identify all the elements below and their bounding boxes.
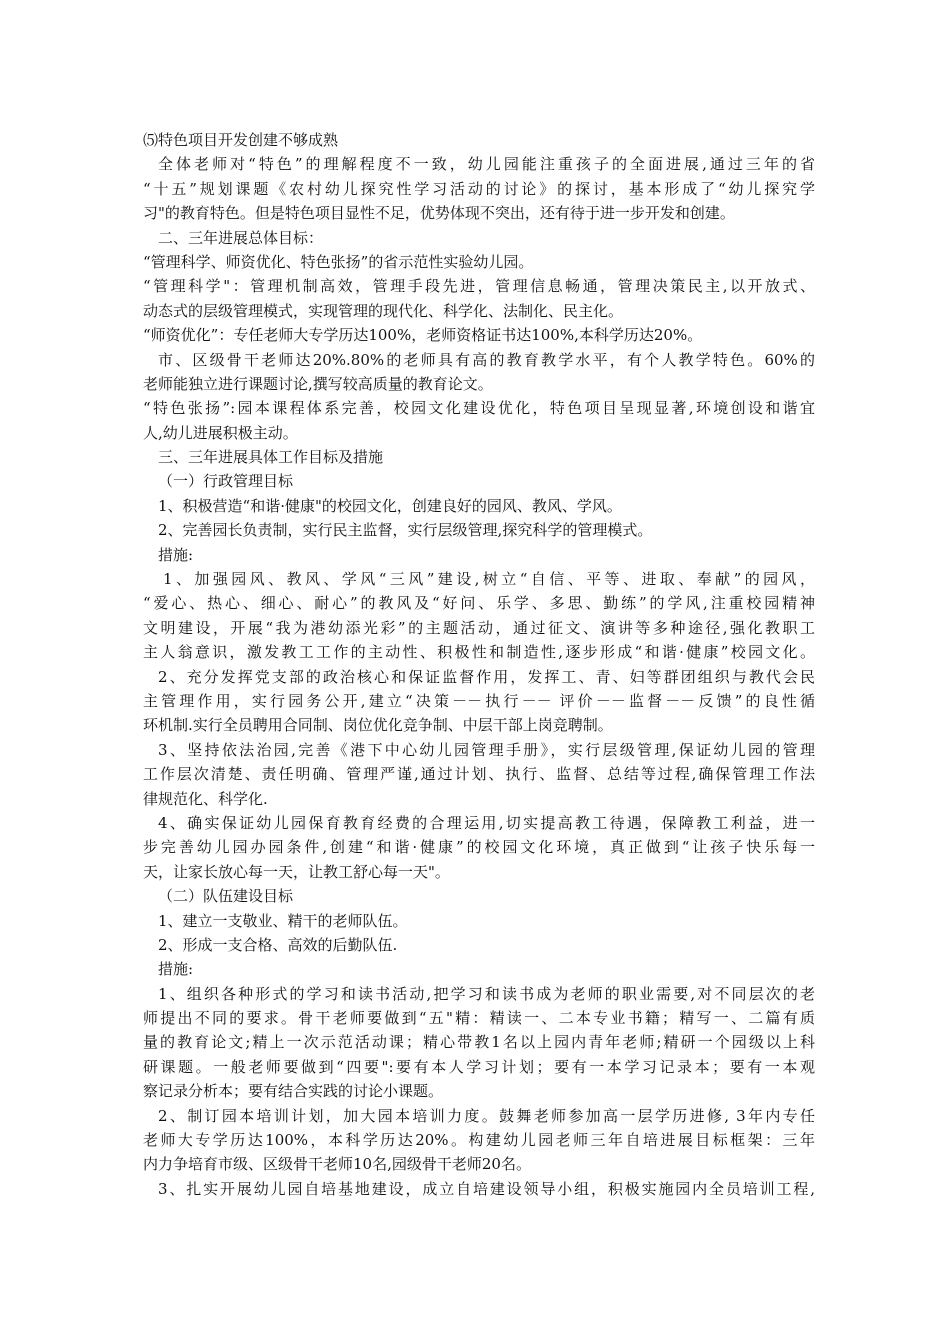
text-line: 2、完善园长负责制，实行民主监督，实行层级管理,探究科学的管理模式。 [158, 521, 653, 540]
text-line: 1、积极营造“和谐·健康"的校园文化，创建良好的园风、教风、学风。 [158, 496, 622, 515]
text-line: 动态式的层级管理模式，实现管理的现代化、科学化、法制化、民主化。 [143, 301, 624, 320]
text-line: 人,幼儿进展积极主动。 [143, 423, 298, 442]
text-line: 3、扎实开展幼儿园自培基地建设，成立自培建设领导小组，积极实施园内全员培训工程, [158, 1179, 815, 1198]
text-line: 环机制.实行全员聘用合同制、岗位优化竞争制、中层干部上岗竞聘制。 [143, 716, 613, 735]
text-line: 主管理作用，实行园务公开,建立“决策－－执行－－ 评价－－监督－－反馈”的良性循 [143, 691, 815, 710]
text-line: 天，让家长放心每一天，让教工舒心每一天"。 [143, 862, 450, 881]
text-line: 1、加强园风、教风、学风“三风”建设,树立“自信、平等、进取、奉献”的园风， [163, 570, 815, 589]
text-line: “管理科学、师资优化、特色张扬”的省示范性实验幼儿园。 [143, 252, 534, 271]
text-line: 内力争培育市级、区级骨干老师10名,园级骨干老师20名。 [143, 1155, 531, 1174]
text-line: 2、充分发挥党支部的政治核心和保证监督作用，发挥工、青、妇等群团组织与教代会民 [158, 667, 815, 686]
text-line: 市、区级骨干老师达20%.80%的老师具有高的教育教学水平，有个人教学特色。60%的 [158, 350, 815, 369]
text-line: 2、形成一支合格、高效的后勤队伍. [158, 935, 398, 954]
text-line: 察记录分析本；要有结合实践的讨论小课题。 [143, 1082, 444, 1101]
text-line: 研课题。一般老师要做到“四要":要有本人学习计划；要有一本学习记录本；要有一本观 [143, 1057, 815, 1076]
text-line: （二）队伍建设目标 [158, 887, 294, 906]
text-line: 主人翁意识，激发教工工作的主动性、积极性和制造性,逐步形成“和谐·健康”校园文化。 [143, 643, 815, 662]
text-line: “特色张扬”:园本课程体系完善，校园文化建设优化，特色项目呈现显著,环境创设和谐宜 [143, 399, 815, 418]
text-line: 1、建立一支敬业、精干的老师队伍。 [158, 911, 408, 930]
text-line: （一）行政管理目标 [158, 472, 294, 491]
text-line: 老师大专学历达100%，本科学历达20%。构建幼儿园老师三年自培进展目标框架：三年 [143, 1131, 815, 1150]
text-line: “十五”规划课题《农村幼儿探究性学习活动的讨论》的探讨，基本形成了“幼儿探究学 [143, 179, 815, 198]
text-line: 全体老师对“特色”的理解程度不一致，幼儿园能注重孩子的全面进展,通过三年的省 [158, 155, 815, 174]
text-line: 老师能独立进行课题讨论,撰写较高质量的教育论文。 [143, 374, 493, 393]
text-line: 三、三年进展具体工作目标及措施 [158, 448, 384, 467]
text-line: 文明建设，开展“我为港幼添光彩”的主题活动，通过征文、演讲等多种途径,强化教职工 [143, 618, 815, 637]
text-line: 措施: [158, 545, 194, 564]
document-body [143, 128, 815, 1201]
text-line: 2、制订园本培训计划，加大园本培训力度。鼓舞老师参加高一层学历进修, 3年内专任 [158, 1106, 815, 1125]
text-line: 步完善幼儿园办园条件,创建“和谐·健康”的校园文化环境，真正做到“让孩子快乐每一 [143, 838, 815, 857]
text-line: 二、三年进展总体目标： [158, 228, 324, 247]
text-line: 律规范化、科学化. [143, 789, 268, 808]
text-line: 3、坚持依法治园,完善《港下中心幼儿园管理手册》，实行层级管理,保证幼儿园的管理 [158, 740, 815, 759]
text-line: 习"的教育特色。但是特色项目显性不足，优势体现不突出，还有待于进一步开发和创建。 [143, 204, 735, 223]
text-line: ⑸特色项目开发创建不够成熟 [143, 131, 339, 149]
text-line: 工作层次清楚、责任明确、管理严谨,通过计划、执行、监督、总结等过程,确保管理工作法 [143, 765, 815, 784]
text-line: 措施: [158, 960, 194, 979]
text-line: “爱心、热心、细心、耐心”的教风及“好问、乐学、多思、勤练”的学风,注重校园精神 [143, 594, 815, 613]
text-line: 1、组织各种形式的学习和读书活动,把学习和读书成为老师的职业需要,对不同层次的老 [158, 984, 815, 1003]
text-line: 师提出不同的要求。骨干老师要做到“五"精：精读一、二本专业书籍；精写一、二篇有质 [143, 1009, 815, 1028]
text-line: “师资优化”：专任老师大专学历达100%，老师资格证书达100%,本科学历达20%。 [143, 326, 703, 345]
text-line: “管理科学"：管理机制高效，管理手段先进，管理信息畅通，管理决策民主,以开放式、 [143, 277, 815, 296]
text-line: 量的教育论文;精上一次示范活动课；精心带教1名以上园内青年老师;精研一个园级以上科 [143, 1033, 815, 1052]
text-line: 4、确实保证幼儿园保育教育经费的合理运用,切实提高教工待遇，保障教工利益，进一 [158, 813, 815, 832]
